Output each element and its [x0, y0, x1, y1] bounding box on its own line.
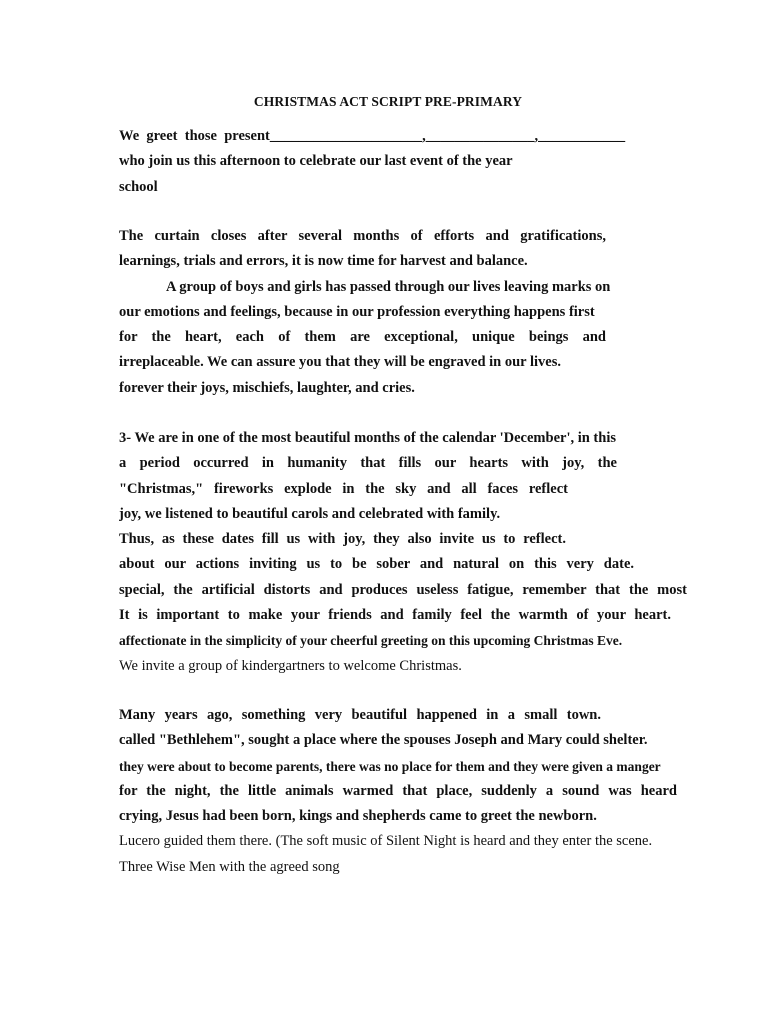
paragraph-line: about our actions inviting us to be sober and natural on this very date.	[119, 556, 634, 573]
greeting-line: who join us this afternoon to celebrate our last event of the year	[119, 153, 513, 170]
paragraph-line: The curtain closes after several months of efforts and gratifications,	[119, 228, 606, 244]
paragraph-line: Three Wise Men with the agreed song	[119, 858, 340, 875]
paragraph-line: they were about to become parents, there was no place for them and they were given a manger	[119, 758, 661, 774]
curtain-paragraph	[119, 224, 691, 401]
paragraph-line: our emotions and feelings, because in our profession everything happens first	[119, 303, 595, 320]
paragraph-line: for the night, the little animals warmed that place, suddenly a sound was heard	[119, 782, 677, 799]
paragraph-line: for the heart, each of them are exceptional, unique beings and	[119, 329, 606, 346]
paragraph-line: learnings, trials and errors, it is now time for harvest and balance.	[119, 253, 528, 270]
paragraph-line: "Christmas," fireworks explode in the sky and all faces reflect	[119, 480, 568, 497]
bethlehem-paragraph	[119, 703, 691, 880]
paragraph-line: irreplaceable. We can assure you that they will be engraved in our lives.	[119, 354, 561, 371]
document-title: CHRISTMAS ACT SCRIPT PRE-PRIMARY	[253, 94, 523, 109]
paragraph-line: We invite a group of kindergartners to welcome Christmas.	[119, 657, 462, 674]
greeting-line: school	[119, 178, 158, 195]
paragraph-line: a period occurred in humanity that fills our hearts with joy, the	[119, 455, 617, 472]
paragraph-line: Many years ago, something very beautiful happened in a small town.	[119, 707, 601, 723]
paragraph-line: 3- We are in one of the most beautiful months of the calendar 'December', in this	[119, 430, 617, 446]
paragraph-line: Lucero guided them there. (The soft music of Silent Night is heard and they enter the scene.	[119, 833, 653, 850]
paragraph-line: affectionate in the simplicity of your cheerful greeting on this upcoming Christmas Eve.	[119, 633, 623, 649]
december-paragraph	[119, 426, 691, 679]
paragraph-line: It is important to make your friends and family feel the warmth of your heart.	[119, 607, 671, 624]
paragraph-line: called "Bethlehem", sought a place where the spouses Joseph and Mary could shelter.	[119, 732, 648, 749]
paragraph-line: forever their joys, mischiefs, laughter, and cries.	[119, 379, 415, 396]
greeting-line: We greet those present_____________________,_______________,____________	[119, 128, 626, 144]
paragraph-line: Thus, as these dates fill us with joy, they also invite us to reflect.	[119, 531, 566, 548]
paragraph-line: A group of boys and girls has passed through our lives leaving marks on	[166, 278, 611, 295]
paragraph-line: crying, Jesus had been born, kings and shepherds came to greet the newborn.	[119, 808, 597, 825]
greeting-section	[119, 124, 691, 200]
paragraph-line: joy, we listened to beautiful carols and celebrated with family.	[119, 505, 501, 522]
paragraph-line: special, the artificial distorts and produces useless fatigue, remember that the most	[119, 581, 687, 598]
